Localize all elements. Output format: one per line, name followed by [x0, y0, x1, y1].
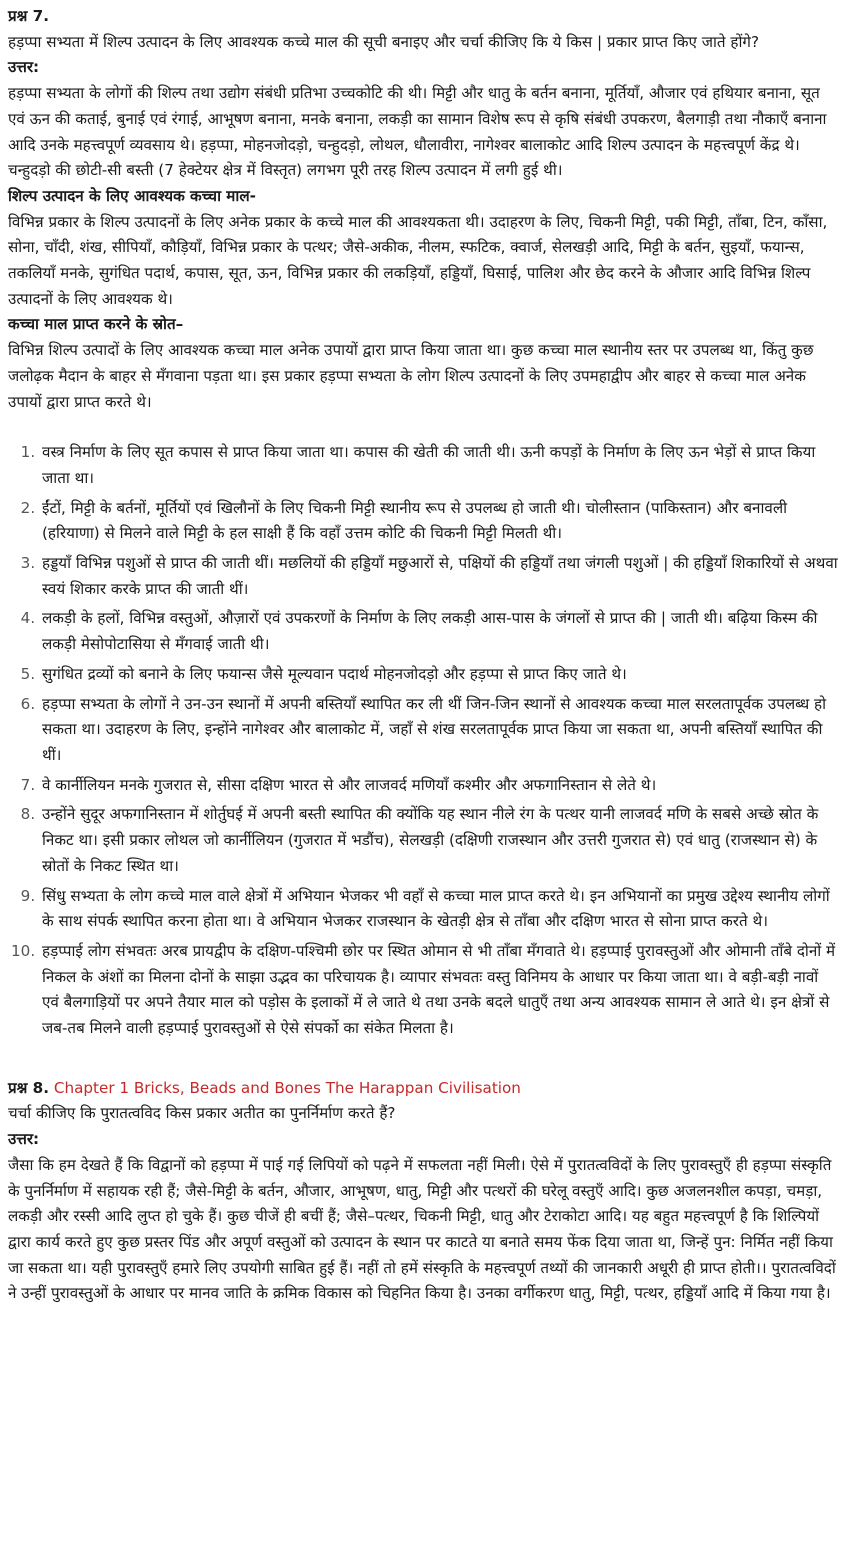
question-text: चर्चा कीजिए कि पुरातत्वविद किस प्रकार अतीत का पुनर्निर्माण करते हैं? — [8, 1104, 396, 1123]
question-8 — [8, 1076, 838, 1307]
question-label: प्रश्न 7. — [8, 7, 50, 25]
answer-text: जैसा कि हम देखते हैं कि विद्वानों को हड़प्पा में पाई गई लिपियों को पढ़ने में सफलता नहीं मिली। ऐसे में पुरातत्वविदों के लिए पुरावस्तुएँ ही हड़प्पा संस्कृति के पुनर्निर्माण में सहायक रही हैं; जैसे-मिट्टी के बर्तन, औजार, आभूषण, धातु, मिट्टी और पत्थरों की घरेलू वस्तुएँ आदि। कुछ अजलनशील कपड़ा, चमड़ा, लकड़ी और रस्सी आदि लुप्त हो चुके हैं। कुछ चीजें ही बचीं हैं; जैसे–पत्थर, चिकनी मिट्टी, धातु और टेराकोटा आदि। यह बहुत महत्त्वपूर्ण है कि शिल्पियों द्वारा कार्य करते हुए कुछ प्रस्तर पिंड और अपूर्ण वस्तुओं को उत्पादन के स्थान पर काटते या बनाते समय फेंक दिया जाता था, जिन्हें पुन: निर्मित नहीं किया जा सकता था। यही पुरावस्तुएँ हमारे लिए उपयोगी साबित हुई हैं। नहीं तो हमें संस्कृति के महत्त्वपूर्ण तथ्यों की जानकारी अधूरी ही प्राप्त होती।। पुरातत्वविदों ने उन्हीं पुरावस्तुओं के आधार पर मानव जाति के क्रमिक विकास को चिहनित किया है। उनका वर्गीकरण धातु, मिट्टी, पत्थर, हड्डियाँ आदि में किया गया है। — [8, 1155, 836, 1303]
list-item: 5. सुगंधित द्रव्यों को बनाने के लिए फयान्स जैसे मूल्यवान पदार्थ मोहनजोदड़ो और हड़प्पा से प्राप्त किए जाते थे। — [40, 662, 838, 688]
question-label: प्रश्न 8. — [8, 1078, 50, 1097]
list-item: 4. लकड़ी के हलों, विभिन्न वस्तुओं, औज़ारों एवं उपकरणों के निर्माण के लिए लकड़ी आस-पास के जंगलों से प्राप्त की | जाती थी। बढ़िया किस्म की लकड़ी मेसोपोटासिया से मँगवाई जाती थी। — [40, 606, 838, 657]
question-8-heading — [8, 1076, 838, 1102]
list-item: 7. वे कार्नीलियन मनके गुजरात से, सीसा दक्षिण भारत से और लाजवर्द मणियाँ कश्मीर और अफगानिस्तान से लेते थे। — [40, 773, 838, 799]
materials-heading: शिल्प उत्पादन के लिए आवश्यक कच्चा माल- — [8, 186, 256, 205]
list-item: 6. हड़प्पा सभ्यता के लोगों ने उन-उन स्थानों में अपनी बस्तियाँ स्थापित कर ली थीं जिन-जिन स्थानों से आवश्यक कच्चा माल सरलतापूर्वक उपलब्ध हो सकता था। उदाहरण के लिए, इन्होंने नागेश्वर और बालाकोट में, जहाँ से शंख सरलतापूर्वक प्राप्त किया जा सकता था, अपनी बस्तियाँ स्थापित की थीं। — [40, 692, 838, 769]
question-text: हड़प्पा सभ्यता में शिल्प उत्पादन के लिए आवश्यक कच्चे माल की सूची बनाइए और चर्चा कीजिए कि ये किस | प्रकार प्राप्त किए जाते होंगे? — [8, 32, 760, 51]
answer-label: उत्तर: — [8, 58, 40, 77]
answer-intro: हड़प्पा सभ्यता के लोगों की शिल्प तथा उद्योग संबंधी प्रतिभा उच्चकोटि की थी। मिट्टी और धातु के बर्तन बनाना, मूर्तियाँ, औजार एवं हथियार बनाना, सूत एवं ऊन की कताई, बुनाई एवं रंगाई, आभूषण बनाना, मनके बनाना, लकड़ी का सामान विशेष रूप से कृषि संबंधी उपकरण, बैलगाड़ी तथा नौकाएँ बनाना आदि उनके महत्त्वपूर्ण व्यवसाय थे। हड़प्पा, मोहनजोदड़ो, चन्हुदड़ो, लोथल, धौलावीरा, नागेश्वर बालाकोट आदि शिल्प उत्पादन के महत्त्वपूर्ण केंद्र थे। चन्हुदड़ो की छोटी-सी बस्ती (7 हेक्टेयर क्षेत्र में विस्तृत) लगभग पूरी तरह शिल्प उत्पादन में लगी हुई थी। — [8, 84, 827, 180]
answer-label: उत्तर: — [8, 1130, 40, 1149]
list-item: 1. वस्त्र निर्माण के लिए सूत कपास से प्राप्त किया जाता था। कपास की खेती की जाती थी। ऊनी कपड़ों के निर्माण के लिए ऊन भेड़ों से प्राप्त किया जाता था। — [40, 440, 838, 491]
chapter-link[interactable]: Chapter 1 Bricks, Beads and Bones The Harappan Civilisation — [53, 1078, 521, 1097]
sources-list — [8, 440, 838, 1041]
list-item: 10. हड़प्पाई लोग संभवतः अरब प्रायद्वीप के दक्षिण-पश्चिमी छोर पर स्थित ओमान से भी ताँबा मँगवाते थे। हड़प्पाई पुरावस्तुओं और ओमानी ताँबे दोनों में निकल के अंशों का मिलना दोनों के साझा उद्भव का परिचायक है। व्यापार संभवतः वस्तु विनिमय के आधार पर किया जाता था। वे बड़ी-बड़ी नावों एवं बैलगाड़ियों पर अपने तैयार माल को पड़ोस के इलाकों में ले जाते थे तथा उनके बदले धातुएँ तथा अन्य आवश्यक सामान ले आते थे। इन क्षेत्रों से जब-तब मिलने वाली हड़प्पाई पुरावस्तुओं से ऐसे संपर्को का संकेत मिलता है। — [40, 939, 838, 1042]
question-7 — [8, 4, 838, 1042]
sources-heading: कच्चा माल प्राप्त करने के स्रोत– — [8, 315, 184, 334]
list-item: 9. सिंधु सभ्यता के लोग कच्चे माल वाले क्षेत्रों में अभियान भेजकर भी वहाँ से कच्चा माल प्राप्त करते थे। इन अभियानों का प्रमुख उद्देश्य स्थानीय लोगों के साथ संपर्क स्थापित करना होता था। वे अभियान भेजकर राजस्थान के खेतड़ी क्षेत्र से ताँबा और दक्षिण भारत से सोना प्राप्त करते थे। — [40, 884, 838, 935]
spacer — [8, 415, 838, 440]
list-item: 3. हड्डयाँ विभिन्न पशुओं से प्राप्त की जाती थीं। मछलियों की हड्डियाँ मछुआरों से, पक्षियों की हड्डियाँ तथा जंगली पशुओं | की हड्डियाँ शिकारियों से अथवा स्वयं शिकार करके प्राप्त की जाती थीं। — [40, 551, 838, 602]
section-gap — [8, 1046, 838, 1076]
list-item: 8. उन्होंने सुदूर अफगानिस्तान में शोर्तुघई में अपनी बस्ती स्थापित की क्योंकि यह स्थान नीले रंग के पत्थर यानी लाजवर्द मणि के सबसे अच्छे स्रोत के निकट था। इसी प्रकार लोथल जो कार्नीलियन (गुजरात में भडौंच), सेलखड़ी (दक्षिणी राजस्थान और उत्तरी गुजरात से) एवं धातु (राजस्थान से) के स्रोतों के निकट स्थित था। — [40, 802, 838, 879]
list-item: 2. ईंटों, मिट्टी के बर्तनों, मूर्तियों एवं खिलौनों के लिए चिकनी मिट्टी स्थानीय रूप से उपलब्ध हो जाती थी। चोलीस्तान (पाकिस्तान) और बनावली (हरियाणा) से मिलने वाले मिट्टी के हल साक्षी हैं कि वहाँ उत्तम कोटि की चिकनी मिट्टी मिलती थी। — [40, 496, 838, 547]
sources-text: विभिन्न शिल्प उत्पादों के लिए आवश्यक कच्चा माल अनेक उपायों द्वारा प्राप्त किया जाता था। कुछ कच्चा माल स्थानीय स्तर पर उपलब्ध था, किंतु कुछ जलोढ़क मैदान के बाहर से मँगवाना पड़ता था। इस प्रकार हड़प्पा सभ्यता के लोग शिल्प उत्पादनों के लिए उपमहाद्वीप और बाहर से कच्चा माल अनेक उपायों द्वारा प्राप्त करते थे। — [8, 341, 814, 411]
materials-text: विभिन्न प्रकार के शिल्प उत्पादनों के लिए अनेक प्रकार के कच्चे माल की आवश्यकता थी। उदाहरण के लिए, चिकनी मिट्टी, पकी मिट्टी, ताँबा, टिन, काँसा, सोना, चाँदी, शंख, सीपियाँ, कौड़ियाँ, विभिन्न प्रकार के पत्थर; जैसे-अकीक, नीलम, स्फटिक, क्वार्ज, सेलखड़ी आदि, मिट्टी के बर्तन, सुइयाँ, फयान्स, तकलियाँ मनके, सुगंधित पदार्थ, कपास, सूत, ऊन, विभिन्न प्रकार की लकड़ियाँ, हड्डियाँ, घिसाई, पालिश और छेद करने के औजार आदि विभिन्न शिल्प उत्पादनों के लिए आवश्यक थे। — [8, 212, 828, 308]
